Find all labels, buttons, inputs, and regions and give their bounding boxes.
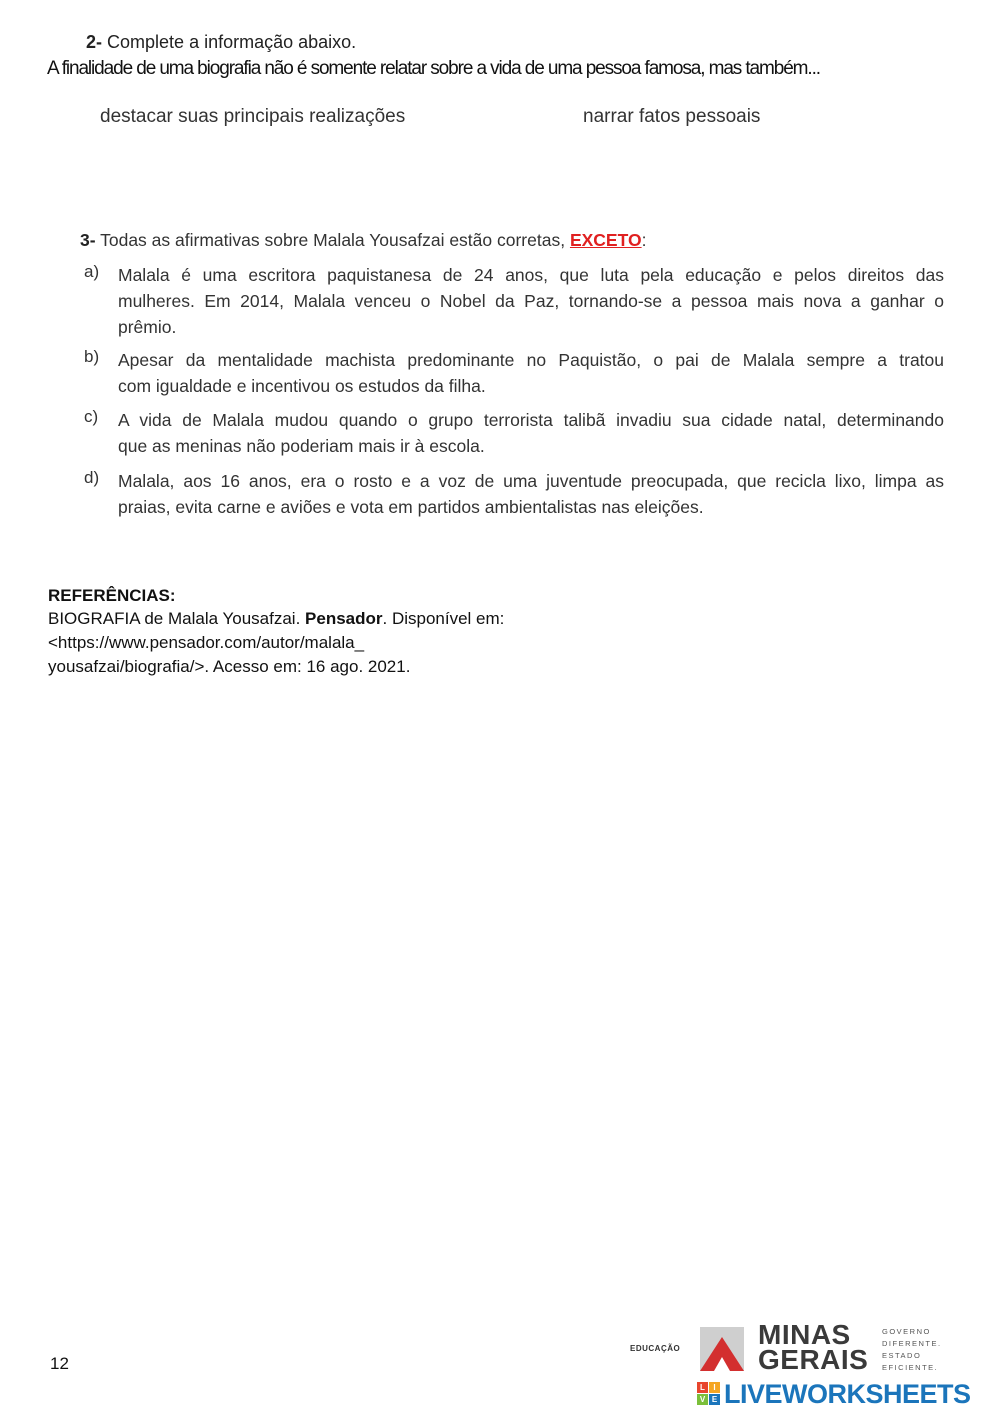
educacao-label: EDUCAÇÃO	[630, 1344, 681, 1353]
item-d-line-1: Malala, aos 16 anos, era o rosto e a voz de uma juventude preocupada, que recicla lixo, limpa as	[118, 471, 944, 491]
item-c-line-1: A vida de Malala mudou quando o grupo terrorista talibã invadiu sua cidade natal, determinando	[118, 410, 944, 430]
question-3-number: 3-	[80, 230, 96, 250]
liveworksheets-wordmark: LIVEWORKSHEETS	[724, 1379, 971, 1409]
reference-url-line: <https://www.pensador.com/autor/malala_	[48, 633, 365, 652]
question-2-instruction: Complete a informação abaixo.	[107, 32, 357, 52]
question-2-number: 2-	[86, 32, 103, 52]
reference-text: . Disponível em:	[382, 609, 505, 628]
badge-letter: I	[709, 1382, 720, 1393]
item-letter: c)	[84, 407, 99, 426]
slogan-line-2: DIFERENTE.	[882, 1339, 942, 1348]
item-letter: b)	[84, 347, 100, 366]
question-3-except-highlight: EXCETO	[569, 230, 642, 250]
liveworksheets-logo[interactable]	[697, 1378, 997, 1408]
slogan-line-4: EFICIENTE.	[882, 1363, 939, 1372]
question-2-option-1[interactable]: destacar suas principais realizações	[100, 106, 406, 127]
question-2-heading	[86, 32, 356, 53]
reference-source: Pensador	[305, 609, 383, 628]
item-a-line-2: mulheres. Em 2014, Malala venceu o Nobel da Paz, tornando-se a pessoa mais nova a ganhar o	[118, 291, 944, 311]
item-b-line-1: Apesar da mentalidade machista predominante no Paquistão, o pai de Malala sempre a tratou	[118, 350, 944, 370]
item-a-line-1: Malala é uma escritora paquistanesa de 24 anos, que luta pela educação e pelos direitos das	[118, 265, 944, 285]
item-letter: a)	[84, 262, 100, 281]
references-title: REFERÊNCIAS:	[48, 586, 176, 605]
item-c-line-2: que as meninas não poderiam mais ir à escola.	[118, 436, 485, 456]
badge-letter: E	[709, 1394, 720, 1405]
item-b-line-2: com igualdade e incentivou os estudos da filha.	[118, 376, 486, 396]
question-2-option-2[interactable]: narrar fatos pessoais	[583, 106, 761, 127]
badge-letter: V	[697, 1394, 708, 1405]
mg-triangle-icon	[700, 1327, 744, 1371]
item-letter: d)	[84, 468, 100, 487]
gerais-word: GERAIS	[758, 1344, 869, 1375]
minas-word: MINAS	[758, 1319, 851, 1350]
question-3-prompt: Todas as afirmativas sobre Malala Yousafzai estão corretas,	[100, 230, 566, 250]
slogan-line-3: ESTADO	[882, 1351, 922, 1360]
page-number: 12	[50, 1354, 69, 1373]
triangle-mark-icon	[700, 1327, 744, 1371]
liveworksheets-badge-icon	[697, 1382, 721, 1406]
item-a-line-3: prêmio.	[118, 317, 177, 337]
minas-gerais-logo	[630, 1319, 950, 1380]
reference-line-1	[48, 609, 504, 629]
reference-access-line: yousafzai/biografia/>. Acesso em: 16 ago. 2021.	[48, 657, 411, 676]
question-3-heading	[80, 230, 646, 251]
slogan-line-1: GOVERNO	[882, 1327, 931, 1336]
question-3-colon: :	[641, 230, 647, 250]
reference-text: BIOGRAFIA de Malala Yousafzai.	[48, 609, 306, 628]
badge-letter: L	[697, 1382, 708, 1393]
item-d-line-2: praias, evita carne e aviões e vota em partidos ambientalistas nas eleições.	[118, 497, 704, 517]
question-2-stem: A finalidade de uma biografia não é somente relatar sobre a vida de uma pessoa famosa, mas também...	[47, 58, 820, 79]
